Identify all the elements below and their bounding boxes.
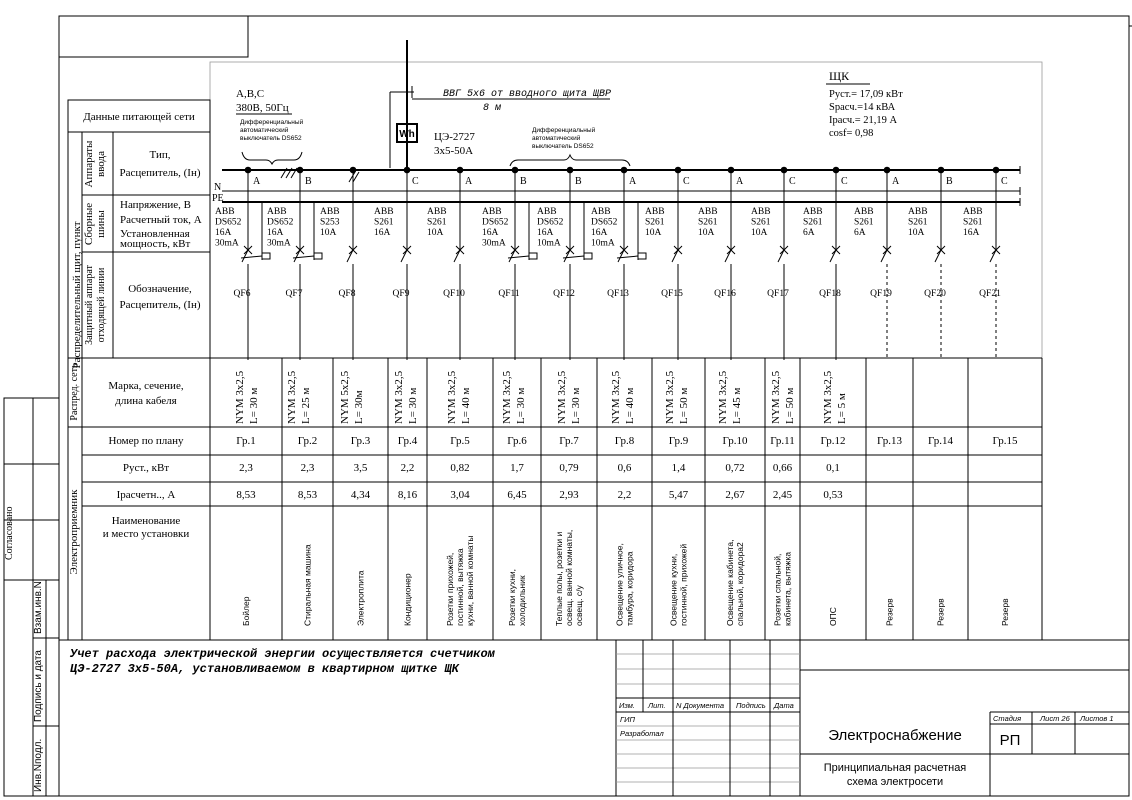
- name-place-label-2: и место установки: [102, 528, 190, 540]
- breaker-spec-0: ABB: [320, 207, 340, 217]
- tb-header-izm: Изм.: [619, 701, 635, 710]
- drawing-frame: [59, 16, 1132, 796]
- phase-label: B: [520, 176, 527, 187]
- breaker-spec-0: ABB: [751, 207, 771, 217]
- breaker-contact: [509, 250, 515, 262]
- breaker-spec-1: S261: [698, 217, 718, 228]
- rcd-element: [529, 253, 537, 259]
- breaker-qf-label: QF6: [233, 289, 251, 299]
- supply-data-title: Данные питающей сети: [83, 111, 195, 123]
- breaker-spec-1: S261: [427, 217, 447, 228]
- breaker-spec-2: 10A: [645, 228, 662, 238]
- breaker-spec-1: S261: [803, 217, 823, 228]
- bottom-note: [69, 647, 496, 676]
- load-name-line-0: Теплые полы, розетки и: [554, 531, 564, 626]
- breaker-spec-2: 16A: [267, 228, 284, 238]
- cable-in-length: 8 м: [483, 103, 502, 114]
- breaker-contact: [618, 250, 624, 262]
- phase-label: B: [946, 176, 953, 187]
- breaker-spec-1: S261: [854, 217, 874, 228]
- breaker-spec-0: ABB: [427, 207, 447, 217]
- title-block: [616, 640, 1129, 796]
- load-name-line-2: кухни, ванной комнаты: [465, 535, 475, 626]
- breaker-spec-3: 10mA: [537, 238, 561, 249]
- breaker-spec-2: 16A: [963, 228, 980, 238]
- breaker-spec-1: DS652: [267, 217, 294, 228]
- breaker-spec-0: ABB: [803, 207, 823, 217]
- installed-power: 0,66: [772, 462, 793, 474]
- calc-current: 5,47: [668, 489, 689, 501]
- tb-stage: РП: [999, 732, 1021, 749]
- cable-brand: NYM 3x2,5: [393, 370, 405, 424]
- rcd-element: [314, 253, 322, 259]
- breaker-contact: [778, 250, 784, 262]
- load-name-line-0: Кондиционер: [402, 573, 413, 626]
- installed-power: 1,7: [510, 462, 524, 474]
- load-name-line-0: Освещение уличное,: [614, 543, 625, 626]
- breaker-spec-1: DS652: [482, 217, 509, 228]
- agreed-label: Согласовано: [4, 506, 15, 560]
- breaker-spec-2: 16A: [482, 228, 499, 238]
- group-number: Гр.13: [877, 435, 902, 447]
- breaker-qf-label: QF7: [285, 289, 303, 299]
- breaker-qf-label: QF21: [979, 289, 1001, 299]
- diff-note-b-3: выключатель DS652: [532, 143, 594, 150]
- load-name-line-1: холодильник: [517, 575, 527, 626]
- load-name-line-1: спальной, коридора2: [735, 542, 745, 626]
- breaker-spec-0: ABB: [591, 207, 611, 217]
- bus-current-label: Расчетный ток, А: [120, 214, 202, 226]
- load-name-line-2: освещ. с/у: [574, 585, 584, 626]
- breaker-contact: [990, 250, 996, 262]
- cable-brand: NYM 5x2,5: [339, 370, 351, 424]
- group-number: Гр.6: [507, 435, 527, 447]
- breaker-spec-1: S261: [963, 217, 983, 228]
- breaker-spec-2: 10A: [908, 228, 925, 238]
- tb-header-date: Дата: [774, 701, 794, 710]
- circuit-12: [803, 167, 848, 626]
- group-number: Гр.4: [397, 435, 418, 447]
- group-label-input-split1: Аппараты: [83, 140, 95, 188]
- phase-label: B: [575, 176, 582, 187]
- breaker-spec-0: ABB: [537, 207, 557, 217]
- cable-length: L= 25 м: [300, 387, 312, 424]
- group-label-consumer: Электроприемник: [68, 489, 80, 575]
- load-name-line-0: Бойлер: [241, 596, 251, 626]
- installed-power: 0,6: [617, 462, 632, 474]
- rcd-element: [638, 253, 646, 259]
- load-name-line-0: Резерв: [935, 598, 946, 626]
- circuit-1: [215, 167, 270, 626]
- cable-length: L= 5 м: [836, 393, 848, 424]
- load-name-line-0: Освещение кабинета,: [725, 539, 735, 626]
- bus-installed-label: Установленная: [120, 228, 190, 240]
- load-name-line-1: освещ. ванной комнаты,: [564, 529, 574, 626]
- breaker-qf-label: QF17: [767, 289, 789, 299]
- group-label-protect-split1: Защитный аппарат: [84, 265, 95, 345]
- installed-power: 1,4: [671, 462, 686, 474]
- cable-length: L= 30 м: [570, 387, 582, 424]
- breaker-spec-2: 10A: [751, 228, 768, 238]
- group-label-protect-split2: отходящей линии: [96, 267, 107, 343]
- circuit-2: [267, 167, 322, 626]
- calc-current: 8,53: [236, 489, 256, 501]
- breaker-spec-2: 10A: [320, 228, 337, 238]
- breaker-contact: [347, 250, 353, 262]
- breaker-spec-3: 30mA: [267, 238, 291, 249]
- load-name-line-0: Розетки кухни,: [507, 568, 517, 626]
- circuit-3: [320, 167, 371, 626]
- panel-cosf: cosf= 0,98: [829, 128, 874, 139]
- breaker-spec-2: 16A: [374, 228, 391, 238]
- cable-length: L= 30м: [353, 390, 365, 424]
- installed-power: 0,1: [826, 462, 840, 474]
- breaker-spec-0: ABB: [854, 207, 874, 217]
- calc-current: 2,45: [772, 489, 793, 501]
- calc-current: 2,2: [617, 489, 632, 501]
- group-number: Гр.1: [236, 435, 256, 447]
- phase-label: C: [1001, 176, 1008, 187]
- calc-current: 0,53: [823, 489, 843, 501]
- tb-stage-label: Стадия: [993, 714, 1022, 723]
- cable-length: L= 40 м: [624, 387, 636, 424]
- breaker-spec-1: DS652: [537, 217, 564, 228]
- bus-voltage-label: Напряжение, В: [120, 199, 191, 211]
- breaker-spec-3: 30mA: [215, 238, 239, 249]
- breaker-spec-0: ABB: [215, 207, 235, 217]
- circuit-6: [482, 167, 537, 626]
- breaker-qf-label: QF16: [714, 289, 736, 299]
- breaker-spec-2: 6A: [803, 228, 815, 238]
- breaker-spec-2: 10A: [427, 228, 444, 238]
- calc-current: 3,04: [450, 489, 470, 501]
- breaker-contact: [242, 250, 248, 262]
- group-label-bus-split1: Сборные: [83, 202, 95, 246]
- load-name-line-0: Электроплита: [355, 570, 366, 626]
- cable-in-label: ВВГ 5х6 от вводного щита ЩВР: [443, 89, 612, 100]
- breaker-spec-3: 30mA: [482, 238, 506, 249]
- current-label: Iрасчетн.., А: [116, 489, 176, 501]
- side-stamp: [4, 398, 59, 796]
- breaker-contact: [830, 250, 836, 262]
- load-name-line-0: Резерв: [1000, 598, 1010, 626]
- calc-current: 2,67: [725, 489, 745, 501]
- panel-current: Iрасч.= 21,19 А: [829, 115, 898, 126]
- breaker-qf-label: QF11: [498, 289, 520, 299]
- cable-length: L= 40 м: [460, 387, 472, 424]
- breaker-spec-0: ABB: [645, 207, 665, 217]
- cable-length-label: длина кабеля: [115, 395, 177, 407]
- breaker-spec-2: 16A: [591, 228, 608, 238]
- input-type-label: Тип,: [149, 149, 171, 161]
- breaker-contact: [454, 250, 460, 262]
- group-label-net: Распред. сеть: [69, 363, 80, 421]
- circuit-11: [751, 167, 796, 626]
- meter-type-1: ЦЭ-2727: [434, 131, 475, 143]
- phases-label: А,В,С: [236, 88, 265, 100]
- phase-label: A: [892, 176, 900, 187]
- breaker-spec-0: ABB: [963, 207, 983, 217]
- installed-power: 0,82: [450, 462, 470, 474]
- breaker-qf-label: QF10: [443, 289, 465, 299]
- group-label-bus-split2: шины: [95, 210, 107, 238]
- group-number: Гр.11: [770, 435, 795, 447]
- group-number: Гр.5: [450, 435, 470, 447]
- breaker-spec-1: DS652: [215, 217, 242, 228]
- tb-header-sign: Подпись: [736, 701, 766, 710]
- installed-power: 2,3: [300, 462, 315, 474]
- breaker-contact: [672, 250, 678, 262]
- plan-number-label: Номер по плану: [108, 435, 184, 447]
- circuit-8: [591, 167, 646, 626]
- panel-power: Руст.= 17,09 кВт: [829, 89, 903, 100]
- load-name-line-1: кабинета, вытяжка: [782, 551, 793, 626]
- phase-label: C: [841, 176, 848, 187]
- breaker-qf-label: QF18: [819, 289, 841, 299]
- cable-brand: NYM 3x2,5: [234, 370, 246, 424]
- load-name-line-0: Розетки прихожей,: [445, 552, 455, 626]
- group-number: Гр.9: [668, 435, 689, 447]
- power-label: Руст., кВт: [122, 462, 170, 474]
- breaker-spec-1: S253: [320, 217, 340, 228]
- load-name-line-0: Стиральная машина: [302, 544, 313, 626]
- cable-length: L= 30 м: [248, 387, 260, 424]
- group-number: Гр.12: [820, 435, 846, 447]
- diff-note-3: выключатель DS652: [240, 135, 302, 142]
- voltage-label: 380В, 50Гц: [236, 102, 289, 114]
- breaker-contact: [881, 250, 887, 262]
- cable-brand: NYM 3x2,5: [770, 370, 782, 424]
- group-number: Гр.7: [559, 435, 579, 447]
- breaker-spec-1: S261: [751, 217, 771, 228]
- tb-gip: ГИП: [620, 715, 635, 724]
- circuit-13: [854, 167, 902, 626]
- installed-power: 2,3: [239, 462, 253, 474]
- protect-name-label: Обозначение,: [128, 283, 192, 295]
- name-place-label: Наименование: [111, 515, 181, 527]
- tb-sheet-title-1: Принципиальная расчетная: [823, 762, 967, 774]
- tb-sheet-title-2: схема электросети: [846, 776, 944, 788]
- cable-length: L= 30 м: [407, 387, 419, 424]
- phase-label: A: [736, 176, 744, 187]
- panel-apparent: Sрасч.=14 кВА: [829, 102, 896, 113]
- cable-brand: NYM 3x2,5: [610, 370, 622, 424]
- phase-label: A: [253, 176, 261, 187]
- note-line-1: Учет расхода электрической энергии осуществляется счетчиком: [70, 647, 495, 661]
- note-line-2: ЦЭ-2727 3х5-50А, установливаемом в квартирном щитке ЩК: [70, 662, 459, 676]
- cable-brand: NYM 3x2,5: [556, 370, 568, 424]
- cable-length: L= 50 м: [678, 387, 690, 424]
- load-name-line-1: гостинной, вытяжка: [455, 548, 465, 626]
- input-release-label: Расцепитель, (Iн): [119, 167, 201, 179]
- breaker-spec-0: ABB: [482, 207, 502, 217]
- breaker-spec-2: 6A: [854, 228, 866, 238]
- group-number: Гр.14: [928, 435, 953, 447]
- tb-sheet-label: Лист 26: [1040, 714, 1070, 723]
- calc-current: 2,93: [559, 489, 579, 501]
- breaker-contact: [294, 250, 300, 262]
- diff-note-1: Дифференциальный: [240, 119, 304, 126]
- load-name-line-0: Освещение кухни,: [668, 553, 679, 626]
- pe-bus-label: PE: [212, 193, 224, 204]
- circuit-5: [427, 167, 475, 626]
- breaker-contact: [725, 250, 731, 262]
- breaker-spec-1: DS652: [591, 217, 618, 228]
- breaker-spec-0: ABB: [908, 207, 928, 217]
- tb-project-title: Электроснабжение: [828, 727, 962, 744]
- breaker-qf-label: QF9: [392, 289, 410, 299]
- circuit-4: [374, 167, 419, 626]
- phase-label: C: [789, 176, 796, 187]
- cable-length: L= 30 м: [515, 387, 527, 424]
- group-label-main: Распределительный щит, пункт: [71, 221, 83, 369]
- breaker-contact: [935, 250, 941, 262]
- replace-inv-label: Взам.инв.N: [33, 581, 44, 634]
- cable-length: L= 50 м: [784, 387, 796, 424]
- breaker-spec-1: S261: [645, 217, 665, 228]
- installed-power: 0,72: [725, 462, 745, 474]
- phase-label: C: [412, 176, 419, 187]
- breaker-spec-1: S261: [374, 217, 394, 228]
- breaker-spec-0: ABB: [698, 207, 718, 217]
- group-number: Гр.10: [722, 435, 748, 447]
- load-name-line-0: Резерв: [884, 598, 895, 626]
- meter-type-2: 3х5-50А: [434, 145, 474, 157]
- breaker-qf-label: QF20: [924, 289, 946, 299]
- calc-current: 8,16: [397, 489, 418, 501]
- breaker-spec-1: S261: [908, 217, 928, 228]
- cable-brand: NYM 3x2,5: [501, 370, 513, 424]
- calc-current: 8,53: [297, 489, 318, 501]
- breaker-qf-label: QF15: [661, 289, 683, 299]
- circuit-15: [963, 167, 1018, 626]
- cable-length: L= 45 м: [731, 387, 743, 424]
- breaker-qf-label: QF8: [338, 289, 356, 299]
- n-bus-label: N: [214, 182, 222, 193]
- breaker-spec-2: 16A: [537, 228, 554, 238]
- group-number: Гр.8: [614, 435, 635, 447]
- group-number: Гр.15: [992, 435, 1018, 447]
- breaker-qf-label: QF19: [870, 289, 892, 299]
- group-number: Гр.3: [350, 435, 371, 447]
- tb-header-lit: Лит.: [648, 701, 666, 710]
- installed-power: 2,2: [400, 462, 415, 474]
- energy-meter-symbol: Wh: [399, 129, 415, 140]
- bus-power-label: мощность, кВт: [120, 238, 191, 250]
- breaker-qf-label: QF13: [607, 289, 629, 299]
- breaker-qf-label: QF12: [553, 289, 575, 299]
- cable-brand: NYM 3x2,5: [664, 370, 676, 424]
- installed-power: 0,79: [559, 462, 579, 474]
- group-label-input-split2: ввода: [95, 151, 107, 177]
- tb-sheets-label: Листов 1: [1080, 714, 1114, 723]
- load-name-line-1: гостинной, прихожей: [678, 543, 689, 626]
- load-name-line-0: Розетки спальной,: [772, 553, 783, 626]
- installed-power: 3,5: [353, 462, 368, 474]
- outgoing-circuits: [215, 167, 1018, 640]
- breaker-spec-2: 16A: [215, 228, 232, 238]
- diff-note-b-1: Дифференциальный: [532, 127, 596, 134]
- cable-brand: NYM 3x2,5: [446, 370, 458, 424]
- tb-developed: Разработал: [620, 729, 664, 738]
- phase-label: A: [465, 176, 473, 187]
- diff-note-2: автоматический: [240, 127, 289, 134]
- phase-label: B: [305, 176, 312, 187]
- calc-current: 4,34: [350, 489, 371, 501]
- cable-brand-label: Марка, сечение,: [108, 380, 184, 392]
- load-name-line-1: тамбура, коридора: [624, 551, 635, 626]
- load-name-line-0: ОПС: [828, 607, 838, 626]
- panel-name: ЩК: [829, 69, 850, 83]
- cable-brand: NYM 3x2,5: [717, 370, 729, 424]
- breaker-spec-2: 10A: [698, 228, 715, 238]
- phase-label: C: [683, 176, 690, 187]
- breaker-contact: [401, 250, 407, 262]
- tb-header-doc: N Документа: [676, 701, 725, 710]
- circuit-7: [537, 167, 592, 626]
- diff-note-b-2: автоматический: [532, 135, 581, 142]
- signature-date-label: Подпись и дата: [33, 650, 44, 722]
- breaker-spec-0: ABB: [374, 207, 394, 217]
- cable-brand: NYM 3x2,5: [286, 370, 298, 424]
- rcd-element: [262, 253, 270, 259]
- breaker-spec-3: 10mA: [591, 238, 615, 249]
- circuit-14: [908, 167, 953, 626]
- group-number: Гр.2: [297, 435, 318, 447]
- calc-current: 6,45: [507, 489, 527, 501]
- protect-release-label: Расцепитель, (Iн): [119, 299, 201, 311]
- breaker-spec-0: ABB: [267, 207, 287, 217]
- inv-original-label: Инв.Nподл.: [33, 738, 44, 792]
- breaker-contact: [564, 250, 570, 262]
- panel-summary: [826, 69, 903, 139]
- cable-brand: NYM 3x2,5: [822, 370, 834, 424]
- phase-label: A: [629, 176, 637, 187]
- rcd-element: [584, 253, 592, 259]
